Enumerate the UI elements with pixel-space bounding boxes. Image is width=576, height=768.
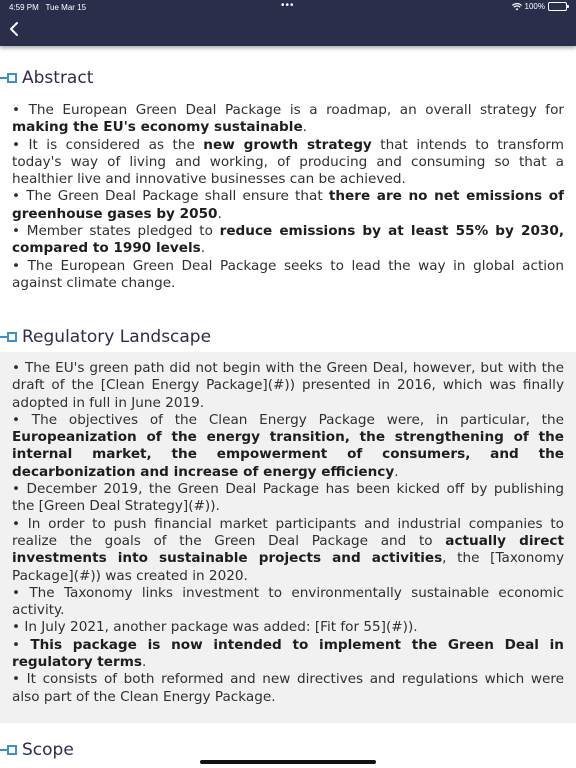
abstract-paragraph: • The Green Deal Package shall ensure that there are no net emissions of greenhouse gases by 2050.: [12, 188, 564, 222]
section-marker-icon: [0, 744, 18, 756]
abstract-paragraph: • Member states pledged to reduce emissions by at least 55% by 2030, compared to 1990 levels.: [12, 223, 564, 257]
section-marker-icon: [0, 331, 18, 343]
navigation-bar: [0, 0, 576, 46]
abstract-paragraph: • The European Green Deal Package seeks to lead the way in global action against climate change.: [12, 257, 564, 291]
regulatory-title: Regulatory Landscape: [22, 327, 212, 347]
regulatory-paragraph: • The EU's green path did not begin with the Green Deal, however, but with the draft of the [Clean Energy Package](#)) presented in 2016, which was finally adopted in full in June 2019.: [12, 360, 564, 411]
status-time: 4:59 PM Tue Mar 15: [9, 3, 87, 12]
status-bar: [0, 0, 576, 14]
multitasking-dots-icon[interactable]: •••: [281, 0, 295, 11]
abstract-paragraph: • The European Green Deal Package is a roadmap, an overall strategy for making the EU's economy sustainable.: [12, 102, 564, 136]
wifi-icon: [512, 3, 522, 11]
battery-icon: [548, 2, 567, 11]
regulatory-paragraph: • It consists of both reformed and new directives and regulations which were also part of the Clean Energy Package.: [12, 671, 564, 705]
back-chevron-icon[interactable]: [6, 20, 22, 38]
regulatory-paragraph: • December 2019, the Green Deal Package has been kicked off by publishing the [Green Deal Strategy](#)).: [12, 481, 564, 515]
abstract-content: [12, 102, 564, 292]
abstract-paragraph: • It is considered as the new growth strategy that intends to transform today's way of living and working, of producing and consuming so that a healthier live and innovative businesses can be achieved.: [12, 136, 564, 188]
abstract-header: [0, 68, 93, 88]
regulatory-content: [12, 360, 564, 706]
regulatory-paragraph: • In July 2021, another package was added: [Fit for 55](#)).: [12, 619, 418, 636]
abstract-title: Abstract: [22, 68, 94, 88]
regulatory-paragraph: • The objectives of the Clean Energy Package were, in particular, the Europeanization of the energy transition, the strengthening of the internal market, the empowerment of consumers, and the decarbonization and increase of energy efficiency.: [12, 411, 564, 480]
regulatory-header: [0, 327, 211, 347]
regulatory-paragraph: • This package is now intended to implement the Green Deal in regulatory terms.: [12, 636, 564, 671]
scope-header: [0, 740, 74, 760]
scope-title: Scope: [22, 740, 74, 760]
battery-percent: 100%: [524, 2, 545, 11]
home-indicator[interactable]: [200, 760, 376, 764]
section-marker-icon: [0, 72, 18, 84]
status-right: [512, 2, 567, 11]
regulatory-paragraph: • In order to push financial market participants and industrial companies to realize the goals of the Green Deal Package and to actually direct investments into sustainable projects and activities, the [Taxonomy Package](#)) was created in 2020.: [12, 515, 564, 584]
regulatory-paragraph: • The Taxonomy links investment to environmentally sustainable economic activity.: [12, 584, 564, 619]
